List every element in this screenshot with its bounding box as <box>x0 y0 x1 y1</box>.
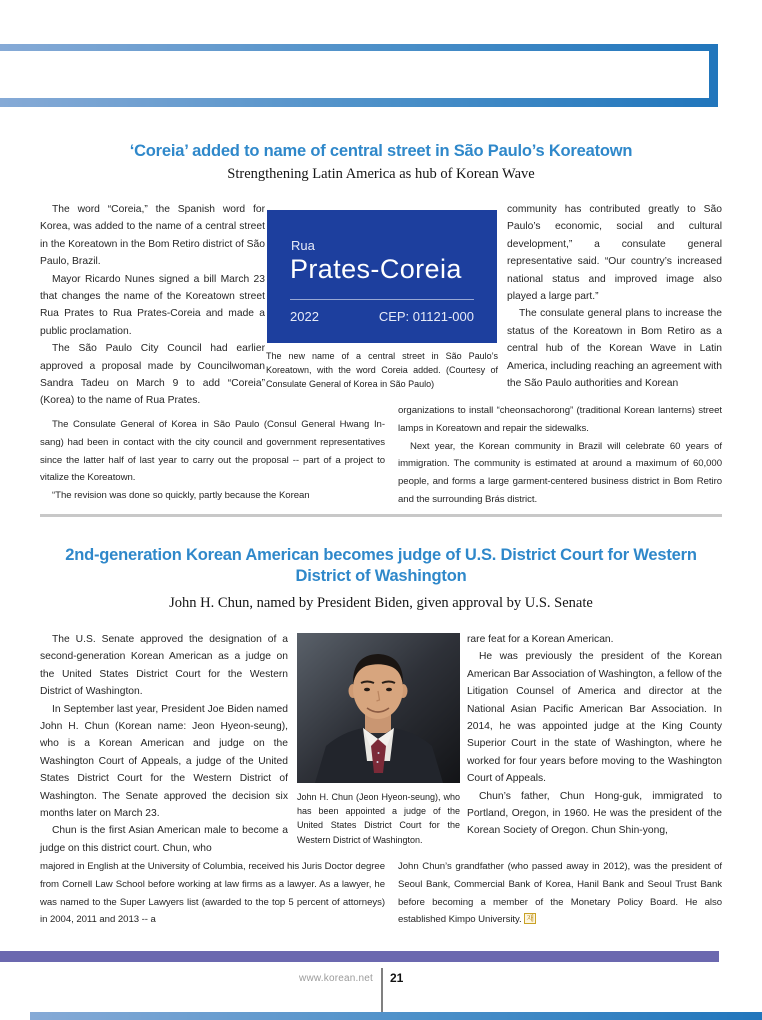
article1-title: ‘Coreia’ added to name of central street in São Paulo’s Koreatown <box>129 142 633 160</box>
article2-left-column <box>40 631 288 857</box>
footer-website: www.korean.net <box>299 973 373 984</box>
paragraph <box>398 858 722 929</box>
footer-page-number: 21 <box>390 971 404 985</box>
paragraph: The consulate general plans to increase the status of the Koreatown in Bom Retiro as a central hub of the Korean Wave in Latin America, including reaching an agreement with the São Paulo authorities and Korean <box>507 308 722 390</box>
paragraph: “The revision was done so quickly, partly because the Korean <box>52 490 310 502</box>
portrait-photo-graphic <box>297 633 460 783</box>
article2-bottom-right <box>398 858 722 929</box>
footer-purple-bar <box>0 951 719 962</box>
sign-divider-line <box>290 299 474 300</box>
end-mark-icon: 재 <box>526 914 534 924</box>
paragraph: rare feat for a Korean American. <box>467 634 614 645</box>
article1-bottom-right <box>398 402 722 509</box>
paragraph: organizations to install “cheonsachorong” (traditional Korean lanterns) street lamps in Koreatown and repair the sidewalks. <box>398 405 722 434</box>
paragraph: The São Paulo City Council had earlier approved a proposal made by Councilwoman Sandra Tadeu on March 9 to add “Coreia” (Korea) to the name of Rua Prates. <box>40 343 265 407</box>
article2-title: 2nd-generation Korean American becomes judge of U.S. District Court for Western District of Washington <box>65 546 697 585</box>
paragraph-text: John Chun’s grandfather (who passed away in 2012), was the president of Seoul Bank, Commercial Bank of Korea, Hanil Bank and Seoul Trust Bank before becoming a member of the Monetary Policy Board. He also established Kimpo University. <box>398 861 722 926</box>
footer-page-divider <box>381 968 383 1016</box>
top-banner-frame <box>0 44 718 107</box>
sign-caption: The new name of a central street in São Paulo’s Koreatown, with the word Coreia added. (Courtesy of Consulate General of Korea in São Paulo) <box>266 351 498 390</box>
paragraph: Mayor Ricardo Nunes signed a bill March 23 that changes the name of the Koreatown street Rua Prates to Rua Prates-Coreia and made a public proclamation. <box>40 273 265 337</box>
section-divider <box>40 514 722 517</box>
article1-bottom-left <box>40 416 385 505</box>
sign-road-name: Prates-Coreia <box>290 254 462 284</box>
paragraph: The U.S. Senate approved the designation of a second-generation Korean American as a judge on the United States District Court for the Western District of Washington. <box>40 634 288 698</box>
paragraph: Next year, the Korean community in Brazil will celebrate 60 years of immigration. The community is estimated at around a maximum of 60,000 people, and forms a large garment-centered business district in Bom Retiro and the surrounding Brás district. <box>398 440 722 505</box>
article2-right-column <box>467 631 722 840</box>
article1-subtitle: Strengthening Latin America as hub of Korean Wave <box>227 166 535 182</box>
sign-year: 2022 <box>290 309 319 324</box>
paragraph: The Consulate General of Korea in São Paulo (Consul General Hwang In-sang) had been in contact with the city council and government representatives since the latter half of last year to carry out the proposal -- part of a project to vitalize the Koreatown. <box>40 419 385 484</box>
article2-bottom-left <box>40 858 385 929</box>
article2-subtitle: John H. Chun, named by President Biden, given approval by U.S. Senate <box>169 595 593 611</box>
article1-left-column <box>40 201 265 410</box>
paragraph: community has contributed greatly to São Paulo’s economic, social and cultural development,” a consulate general representative said. “Our country’s increased national status and improved image also played a large part.” <box>507 204 722 303</box>
top-banner-inner <box>0 51 709 98</box>
paragraph: Chun’s father, Chun Hong-guk, immigrated to Portland, Oregon, in 1960. He was the president of the Korean Society of Oregon. Chun Shin-yong, <box>467 790 722 837</box>
sign-postal-code: CEP: 01121-000 <box>378 309 474 324</box>
paragraph: majored in English at the University of Columbia, received his Juris Doctor degree from Cornell Law School before working at law firms as a lawyer. As a lawyer, he was named to the Super Lawyers list (awarded to the top 5 percent of attorneys) in 2004, 2011 and 2013 -- a <box>40 861 385 926</box>
paragraph: He was previously the president of the Korean American Bar Association of Washington, a fellow of the Litigation Counsel of America and director at the National Asian Pacific American Bar Association. In 2014, he was appointed judge at the King County Superior Court in the state of Washington, where he worked for four years before moving to the Washington Court of Appeals. <box>467 651 722 785</box>
photo-caption: John H. Chun (Jeon Hyeon-seung), who has been appointed a judge of the United States District Court for the Western District of Washington. <box>297 792 460 845</box>
paragraph: The word “Coreia,” the Spanish word for Korea, was added to the name of a central street in the Koreatown in the Bom Retiro district of São Paulo, Brazil. <box>40 204 265 268</box>
bottom-banner-strip <box>30 1012 762 1020</box>
paragraph: In September last year, President Joe Biden named John H. Chun (Korean name: Jeon Hyeon-seung), who is a Korean American and judge on the Washington Court of Appeals, a judge of the United States District Court for the Western District of Washington. The Senate approved the decision six months later on March 23. <box>40 703 288 820</box>
article1-right-column <box>507 201 722 392</box>
street-sign-image <box>267 210 497 343</box>
paragraph: Chun is the first Asian American male to become a judge on this district court. Chun, who <box>40 825 288 854</box>
portrait-photo <box>297 633 460 783</box>
sign-road-label: Rua <box>291 238 315 253</box>
